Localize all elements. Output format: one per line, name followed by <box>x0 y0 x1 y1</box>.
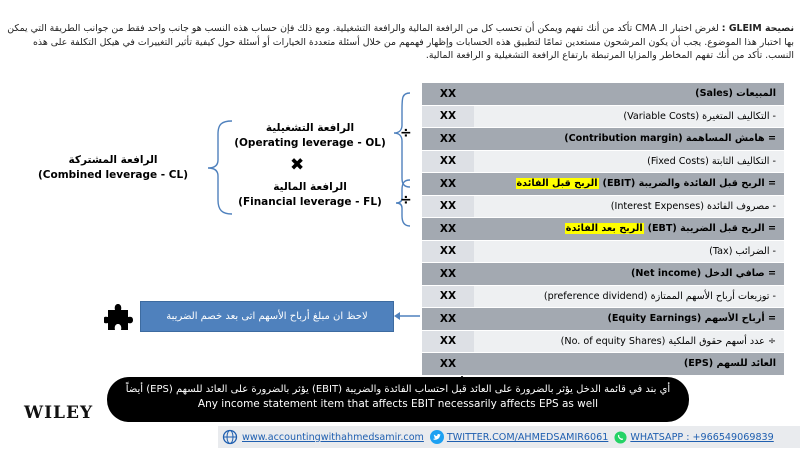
row-label-text: = الربح قبل الفائدة والضريبة (EBIT) <box>602 178 776 190</box>
operating-leverage-en: (Operating leverage - OL) <box>234 137 386 149</box>
table-row <box>422 308 784 331</box>
row-label-text: - التكاليف المتغيرة (Variable Costs) <box>623 110 776 122</box>
row-label <box>474 196 784 218</box>
row-label <box>474 353 784 375</box>
table-row <box>422 196 784 219</box>
row-value: XX <box>422 263 474 285</box>
multiply-icon: ✖ <box>290 155 305 175</box>
row-label <box>474 331 784 353</box>
row-label <box>474 151 784 173</box>
row-value: XX <box>422 196 474 218</box>
row-value: XX <box>422 173 474 195</box>
row-label-text: ÷ عدد أسهم حقوق الملكية (No. of equity Shares) <box>560 335 776 347</box>
row-label-text: - مصروف الفائدة (Interest Expenses) <box>610 200 776 212</box>
row-label <box>474 173 784 195</box>
twitter-icon <box>430 430 444 444</box>
note-text: لاحظ ان مبلغ أرباح الأسهم اتى بعد خصم الضريبة <box>166 311 368 322</box>
globe-icon <box>222 429 238 445</box>
row-label <box>474 286 784 308</box>
financial-leverage-ar: الرافعة المالية <box>273 181 347 193</box>
row-label-text: = هامش المساهمة (Contribution margin) <box>564 133 776 145</box>
table-row <box>422 106 784 129</box>
table-row <box>422 83 784 106</box>
wiley-logo: WILEY <box>24 403 94 423</box>
combined-bracket <box>208 121 232 214</box>
whatsapp-link[interactable]: WHATSAPP : +966549069839 <box>630 431 774 443</box>
divide-icon-financial: ÷ <box>400 192 412 208</box>
row-label <box>474 218 784 240</box>
row-label-text: - الضرائب (Tax) <box>709 245 776 257</box>
row-label-text: العائد للسهم (EPS) <box>683 358 776 370</box>
combined-leverage-label <box>28 153 198 183</box>
row-label <box>474 106 784 128</box>
row-label-text: - توزيعات أرباح الأسهم الممتازة (preference dividend) <box>543 290 776 302</box>
row-value: XX <box>422 286 474 308</box>
bottom-callout <box>107 377 689 422</box>
divide-icon-operating: ÷ <box>400 125 412 141</box>
table-row <box>422 128 784 151</box>
financial-leverage-label <box>230 180 390 210</box>
row-value: XX <box>422 151 474 173</box>
table-row <box>422 263 784 286</box>
row-highlight: الربح بعد الفائدة <box>565 223 643 235</box>
row-label <box>474 83 784 105</box>
website-link[interactable]: www.accountingwithahmedsamir.com <box>242 431 424 443</box>
bottom-callout-english: Any income statement item that affects EBIT necessarily affects EPS as well <box>197 398 599 410</box>
row-value: XX <box>422 106 474 128</box>
twitter-link[interactable]: TWITTER.COM/AHMEDSAMIR6061 <box>446 431 609 443</box>
income-statement-table <box>422 83 784 376</box>
row-value: XX <box>422 353 474 375</box>
row-label-text: = أرباح الأسهم (Equity Earnings) <box>607 313 776 325</box>
row-value: XX <box>422 83 474 105</box>
row-label <box>474 241 784 263</box>
row-highlight: الربح قبل الفائدة <box>516 178 598 190</box>
table-row <box>422 286 784 309</box>
row-label-text: = صافي الدخل (Net income) <box>631 268 776 280</box>
table-row <box>422 173 784 196</box>
financial-leverage-en: (Financial leverage - FL) <box>238 196 382 208</box>
table-row <box>422 218 784 241</box>
row-label <box>474 263 784 285</box>
row-value: XX <box>422 308 474 330</box>
combined-leverage-ar: الرافعة المشتركة <box>68 154 158 166</box>
note-box <box>140 301 394 332</box>
row-value: XX <box>422 128 474 150</box>
row-value: XX <box>422 218 474 240</box>
row-label-text: - التكاليف الثابتة (Fixed Costs) <box>647 155 776 167</box>
puzzle-icon <box>104 302 134 332</box>
table-row <box>422 331 784 354</box>
footer-bar <box>218 426 800 448</box>
bottom-callout-arabic: أي بند في قائمة الدخل يؤثر بالضرورة على العائد قبل احتساب الفائدة والضريبة (EBIT) يؤثر بالضرورة على العائد للسهم (EPS) أيضاً <box>125 384 671 395</box>
row-label-text: المبيعات (Sales) <box>695 88 776 100</box>
operating-leverage-label <box>230 121 390 151</box>
table-row <box>422 241 784 264</box>
row-label <box>474 128 784 150</box>
whatsapp-icon <box>614 431 627 444</box>
row-value: XX <box>422 241 474 263</box>
row-label <box>474 308 784 330</box>
table-row <box>422 151 784 174</box>
intro-title: نصيحة GLEIM : <box>721 23 794 34</box>
table-row <box>422 353 784 376</box>
row-label-text: = الربح قبل الضريبة (EBT) <box>647 223 776 235</box>
row-value: XX <box>422 331 474 353</box>
combined-leverage-en: (Combined leverage - CL) <box>38 169 188 181</box>
intro-text: لغرض اختبار الـ CMA تأكد من أنك تفهم ويمكن أن تحسب كل من الرافعة المالية والرافعة التشغيلية. ومع ذلك فإن حساب هذه النسب هو جانب واحد فقط من جوانب الطريقة التي يمكن بها اختبار هذا الموضوع. يجب أن يكون المرشحون مستعدين تمامًا لتطبيق هذه الحسابات وإظهار فهمهم من خلال أسئلة متعددة الخيارات أو أسئلة حول كيفية تأثير التغييرات في هيكل التكلفة على هذه النسب. تأكد من أنك تفهم المخاطر والمزايا المرتبطة بارتفاع الرافعة التشغيلية و الرافعة المالية. <box>7 23 794 61</box>
operating-leverage-ar: الرافعة التشغيلية <box>265 122 355 134</box>
